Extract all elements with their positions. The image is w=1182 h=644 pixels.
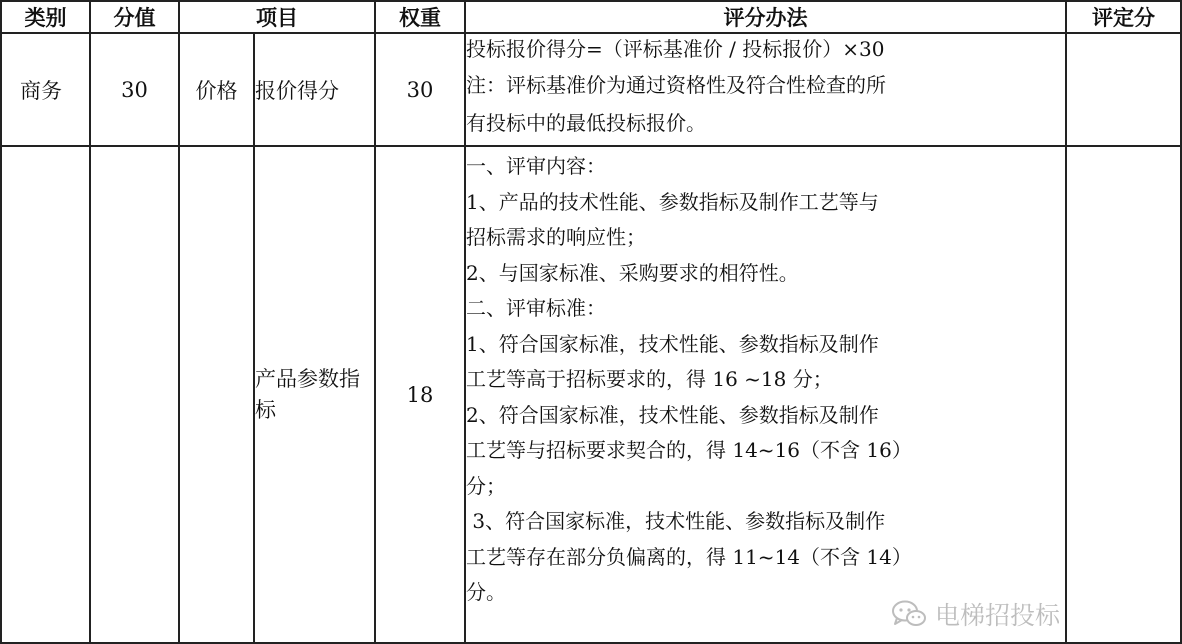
method-line: 注：评标基准价为通过资格性及符合性检查的所 — [466, 73, 886, 97]
table-row — [1, 33, 1181, 146]
header-assessed: 评定分 — [1066, 1, 1181, 33]
method-line: 1、符合国家标准，技术性能、参数指标及制作 — [466, 331, 879, 356]
watermark-text: 电梯招投标 — [934, 601, 1060, 630]
score-value-cell: 30 — [90, 33, 179, 146]
method-line: 1、产品的技术性能、参数指标及制作工艺等与 — [466, 189, 879, 214]
method-line: 工艺等存在部分负偏离的，得 11~14（不含 14） — [466, 544, 912, 569]
method-line: 分； — [466, 473, 506, 498]
method-cell — [465, 33, 1066, 146]
item-label: 产品参数指标 — [255, 366, 360, 422]
item-cell — [254, 146, 375, 643]
score-value-cell — [90, 146, 179, 643]
item-group-cell — [179, 146, 254, 643]
method-cell — [465, 146, 1066, 643]
table-row — [1, 146, 1181, 643]
weight-cell: 18 — [375, 146, 465, 643]
assessed-cell — [1066, 33, 1181, 146]
method-line: 3、符合国家标准，技术性能、参数指标及制作 — [466, 509, 886, 533]
category-cell — [1, 146, 90, 643]
header-row — [1, 1, 1181, 33]
header-method: 评分办法 — [465, 1, 1066, 33]
assessed-cell — [1066, 146, 1181, 643]
method-line: 有投标中的最低投标报价。 — [466, 111, 706, 135]
method-line: 招标需求的响应性； — [466, 225, 646, 249]
item-group-cell: 价格 — [179, 33, 254, 146]
method-line: 一、评审内容： — [466, 154, 606, 178]
item-cell: 报价得分 — [254, 33, 375, 146]
method-line: 2、与国家标准、采购要求的相符性。 — [466, 260, 799, 285]
method-line: 工艺等与招标要求契合的，得 14~16（不含 16） — [466, 438, 912, 462]
header-category: 类别 — [1, 1, 90, 33]
method-line: 工艺等高于招标要求的，得 16 ~18 分； — [466, 367, 833, 391]
weight-cell: 30 — [375, 33, 465, 146]
method-line: 投标报价得分=（评标基准价 / 投标报价）×30 — [466, 37, 885, 61]
header-item: 项目 — [179, 1, 375, 33]
header-weight: 权重 — [375, 1, 465, 33]
method-line: 分。 — [466, 580, 506, 604]
method-line: 二、评审标准： — [466, 296, 606, 320]
method-line: 2、符合国家标准，技术性能、参数指标及制作 — [466, 402, 879, 427]
category-cell: 商务 — [1, 33, 90, 146]
header-score-value: 分值 — [90, 1, 179, 33]
